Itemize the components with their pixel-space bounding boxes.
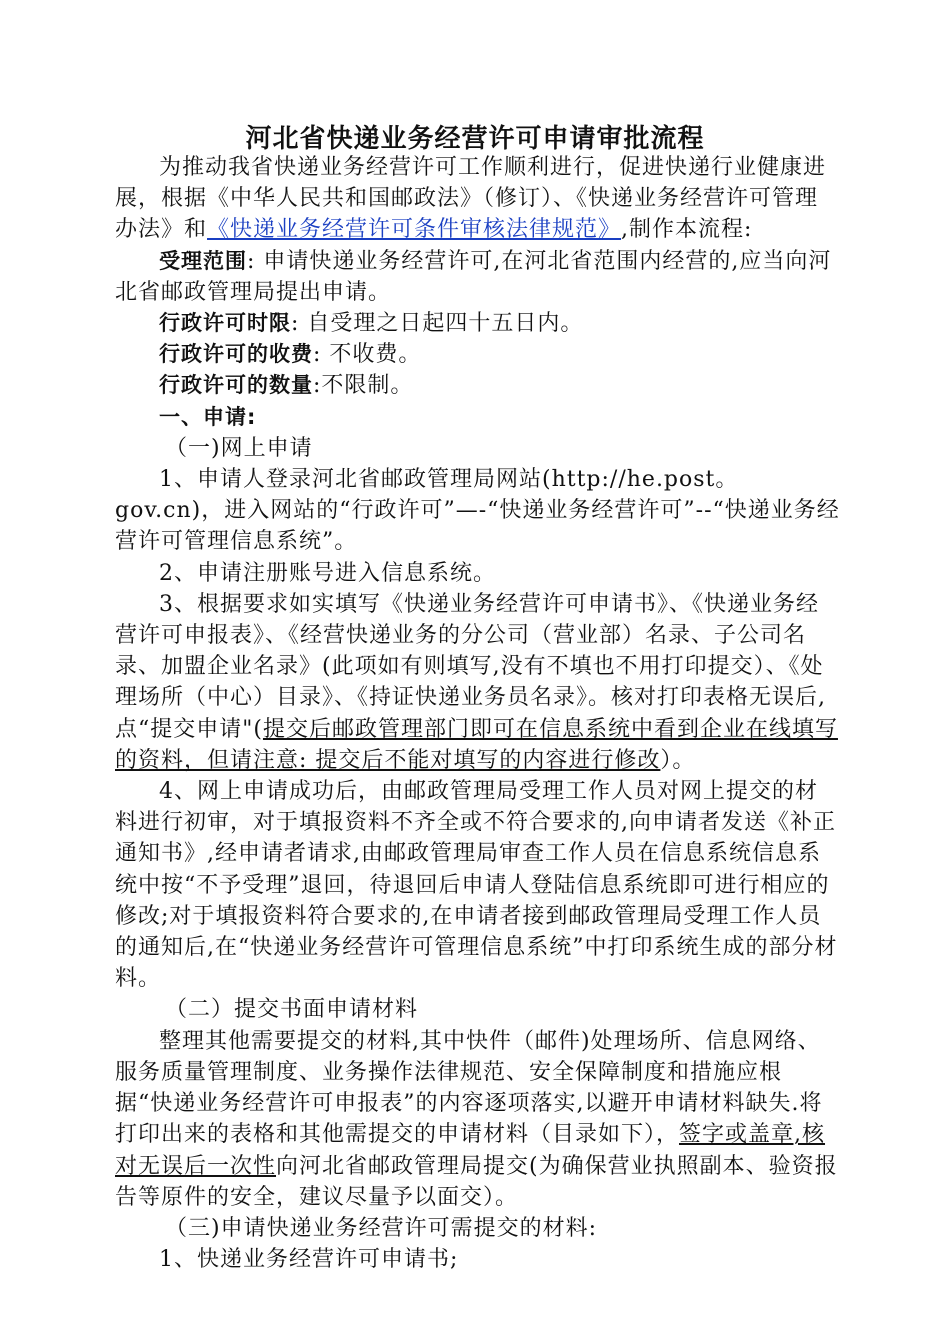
fee-label: 行政许可的收费 xyxy=(159,342,313,367)
paper-tail: 向河北省邮政管理局提交(为确保营业执照副本、验资报告等原件的安全，建议尽量予以面交）。 xyxy=(115,1153,838,1210)
paper-heading: （二）提交书面申请材料 xyxy=(165,997,419,1023)
time-limit-label: 行政许可时限 xyxy=(159,311,291,336)
paper-paragraph xyxy=(115,1026,840,1213)
materials-item-1: 1、快递业务经营许可申请书; xyxy=(159,1247,459,1273)
paper-underline: 签字或盖章,核对无误后一次性 xyxy=(115,1122,826,1179)
quantity-text: :不限制。 xyxy=(313,373,414,399)
online-item-4: 4、网上申请成功后，由邮政管理局受理工作人员对网上提交的材料进行初审，对于填报资料不齐全或不符合要求的,向申请者发送《补正通知书》,经申请者请求,由邮政管理局审查工作人员在信息系统信息系统中按“不予受理”退回，待退回后申请人登陆信息系统即可进行相应的修改;对于填报资料符合要求的,在申请者接到邮政管理局受理工作人员的通知后,在“快递业务经营许可管理信息系统”中打印系统生成的部分材料。 xyxy=(115,779,838,992)
paper-lead: 整理其他需要提交的材料,其中快件（邮件)处理场所、信息网络、服务质量管理制度、业务操作法律规范、安全保障制度和措施应根据“快递业务经营许可申报表”的内容逐项落实,以避开申请材料缺失.将打印出来的表格和其他需提交的申请材料（目录如下）， xyxy=(115,1028,823,1148)
online-item-2: 2、申请注册账号进入信息系统。 xyxy=(159,560,496,586)
quantity-label: 行政许可的数量 xyxy=(159,373,313,398)
document-title: 河北省快递业务经营许可申请审批流程 xyxy=(245,124,705,154)
section-heading-application: 一、申请: xyxy=(159,404,257,429)
scope-text: : 申请快递业务经营许可,在河北省范围内经营的,应当向河北省邮政管理局提出申请。 xyxy=(115,248,832,305)
scope-label: 受理范围 xyxy=(159,248,247,273)
intro-tail: ,制作本流程: xyxy=(621,217,753,243)
fee-text: : 不收费。 xyxy=(313,342,422,368)
online-item-3-tail: ）。 xyxy=(660,747,696,773)
time-limit-paragraph xyxy=(115,308,840,339)
online-item-3 xyxy=(115,589,840,776)
regulation-link[interactable]: 《快递业务经营许可条件审核法律规范》 xyxy=(207,217,622,243)
online-item-1: 1、申请人登录河北省邮政管理局网站(http://he.post。gov.cn)，进入网站的“行政许可”—-“快递业务经营许可”--“快递业务经营许可管理信息系统”。 xyxy=(115,467,840,555)
document-body xyxy=(115,152,840,1275)
fee-paragraph xyxy=(115,339,840,370)
intro-paragraph xyxy=(115,152,840,246)
scope-paragraph xyxy=(115,246,840,308)
online-item-3-lead: 3、根据要求如实填写《快递业务经营许可申请书》、《快递业务经营许可申报表》、《经营快递业务的分公司（营业部）名录、子公司名录、加盟企业名录》(此项如有则填写,没有不填也不用打印提交）、《处理场所（中心）目录》、《持证快递业务员名录》。核对打印表格无误后,点“提交申请"( xyxy=(115,591,826,742)
online-item-3-note: 提交后邮政管理部门即可在信息系统中看到企业在线填写的资料，但请注意: 提交后不能对填写的内容进行修改 xyxy=(115,716,838,773)
online-heading: （一)网上申请 xyxy=(165,435,313,461)
intro-lead: 为推动我省快递业务经营许可工作顺利进行，促进快递行业健康进展，根据《中华人民共和国邮政法》（修订）、《快递业务经营许可管理办法》和 xyxy=(115,155,827,243)
materials-heading: （三)申请快递业务经营许可需提交的材料: xyxy=(165,1215,597,1241)
time-limit-text: : 自受理之日起四十五日内。 xyxy=(291,311,584,337)
quantity-paragraph xyxy=(115,370,840,401)
